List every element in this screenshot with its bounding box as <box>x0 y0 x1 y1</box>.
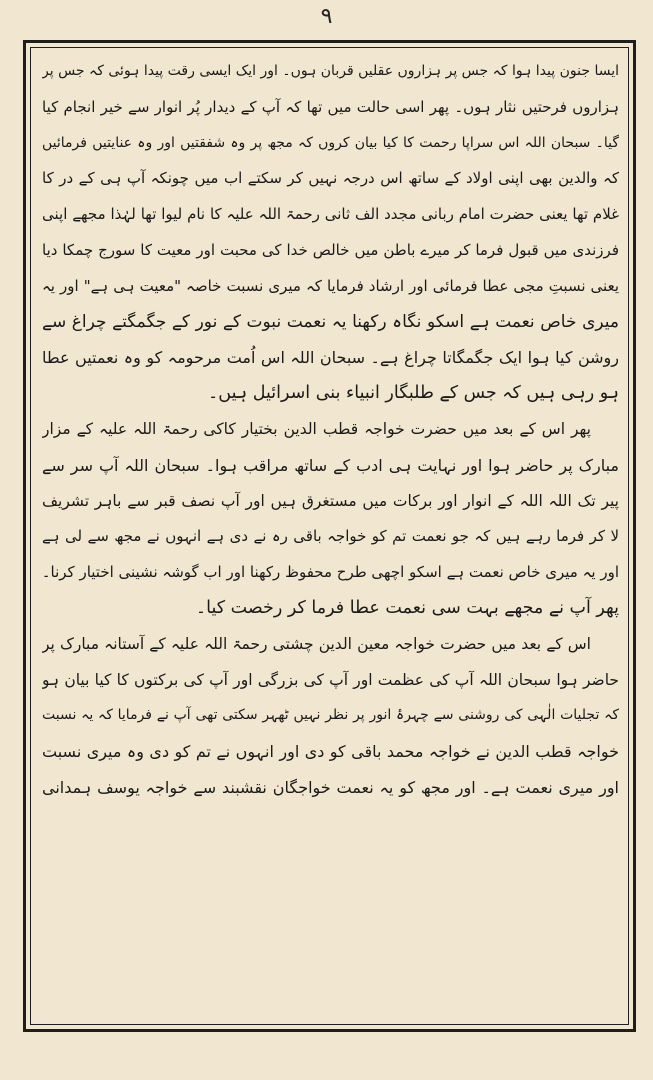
text-line: فرزندی میں قبول فرما کر میرے باطن میں خالص خدا کی محبت اور معیت کا سورج چمکا دیا <box>42 240 619 259</box>
text-line: کہ والدین بھی اپنی اولاد کے ساتھ اس درجہ نہیں کر سکتے اب میں چونکہ آپ ہی کے در کا <box>42 169 619 188</box>
text-line: روشن کیا ہوا ایک جگمگاتا چراغ ہے۔ سبحان اللہ اس اُمت مرحومہ کو وہ نعمتیں عطا <box>42 348 619 368</box>
text-line: مبارک پر حاضر ہوا اور نہایت ہی ادب کے ساتھ مراقب ہوا۔ سبحان اللہ آپ سر سے <box>42 455 619 475</box>
text-line: پیر تک اللہ اللہ کے انوار اور برکات میں مستغرق ہیں اور آپ نصف قبر سے باہر تشریف <box>42 491 619 510</box>
text-line: یعنی نسبتِ مجی عطا فرمائی اور ارشاد فرمایا کہ میری نسبت خاصہ "معیت ہی ہے" اور یہ <box>42 276 619 295</box>
text-line: پھر آپ نے مجھے بہت سی نعمت عطا فرما کر رخصت کیا۔ <box>195 597 619 618</box>
body-text <box>42 54 619 1022</box>
text-line: ہزاروں فرحتیں نثار ہوں۔ پھر اسی حالت میں تھا کہ آپ کے دیدار پُر انوار سے خیر انجام کیا <box>42 97 619 116</box>
text-line: ہو رہی ہیں کہ جس کے طلبگار انبیاء بنی اسرائیل ہیں۔ <box>208 383 619 404</box>
text-line: پھر اس کے بعد میں حضرت خواجہ قطب الدین بختیار کاکی رحمۃ اللہ علیہ کے مزار <box>42 419 591 438</box>
text-line: گیا۔ سبحان اللہ اس سراپا رحمت کا کیا بیان کروں کہ مجھ پر وہ شفقتیں اور وہ عنایتیں فرمائیں <box>42 134 619 151</box>
text-line: اور یہ میری خاص نعمت ہے اسکو اچھی طرح محفوظ رکھنا اور اب گوشہ نشینی اختیار کرنا۔ <box>42 563 619 582</box>
text-line: ایسا جنون پیدا ہوا کہ جس پر ہزاروں عقلیں قربان ہوں۔ اور ایک ایسی رقت پیدا ہوئی کہ جس پر <box>42 63 619 79</box>
page-number: ۹ <box>320 4 333 29</box>
text-line: اور میری نعمت ہے۔ اور مجھ کو یہ نعمت خواجگان نقشبند سے خواجہ یوسف ہمدانی <box>42 777 619 797</box>
text-line: حاضر ہوا سبحان اللہ آپ کی عظمت اور آپ کی بزرگی اور آپ کی برکتوں کا کیا بیان ہو <box>42 670 619 689</box>
text-line: لا کر فرما رہے ہیں کہ جو نعمت تم کو خواجہ باقی رہ نے دی ہے انہوں نے مجھ سے لی ہے <box>42 527 619 546</box>
text-line: میری خاص نعمت ہے اسکو نگاہ رکھنا یہ نعمت نبوت کے نور کے جگمگتے چراغ سے <box>42 311 619 332</box>
text-line: اس کے بعد میں حضرت خواجہ معین الدین چشتی رحمۃ اللہ علیہ کے آستانہ مبارک پر <box>42 634 591 653</box>
text-line: خواجہ قطب الدین نے خواجہ محمد باقی کو دی اور انہوں نے تم کو دی وہ میری نسبت <box>42 742 619 762</box>
text-line: کہ تجلیات الٰہی کی روشنی سے چہرۂ انور پر نظر نہیں ٹھہر سکتی تھی آپ نے فرمایا کہ یہ نسبت <box>42 707 619 724</box>
text-line: غلام تھا یعنی حضرت امام ربانی مجدد الف ثانی رحمۃ اللہ علیہ کا نام لیوا تھا لہٰذا مجھے اپنی <box>42 205 619 224</box>
